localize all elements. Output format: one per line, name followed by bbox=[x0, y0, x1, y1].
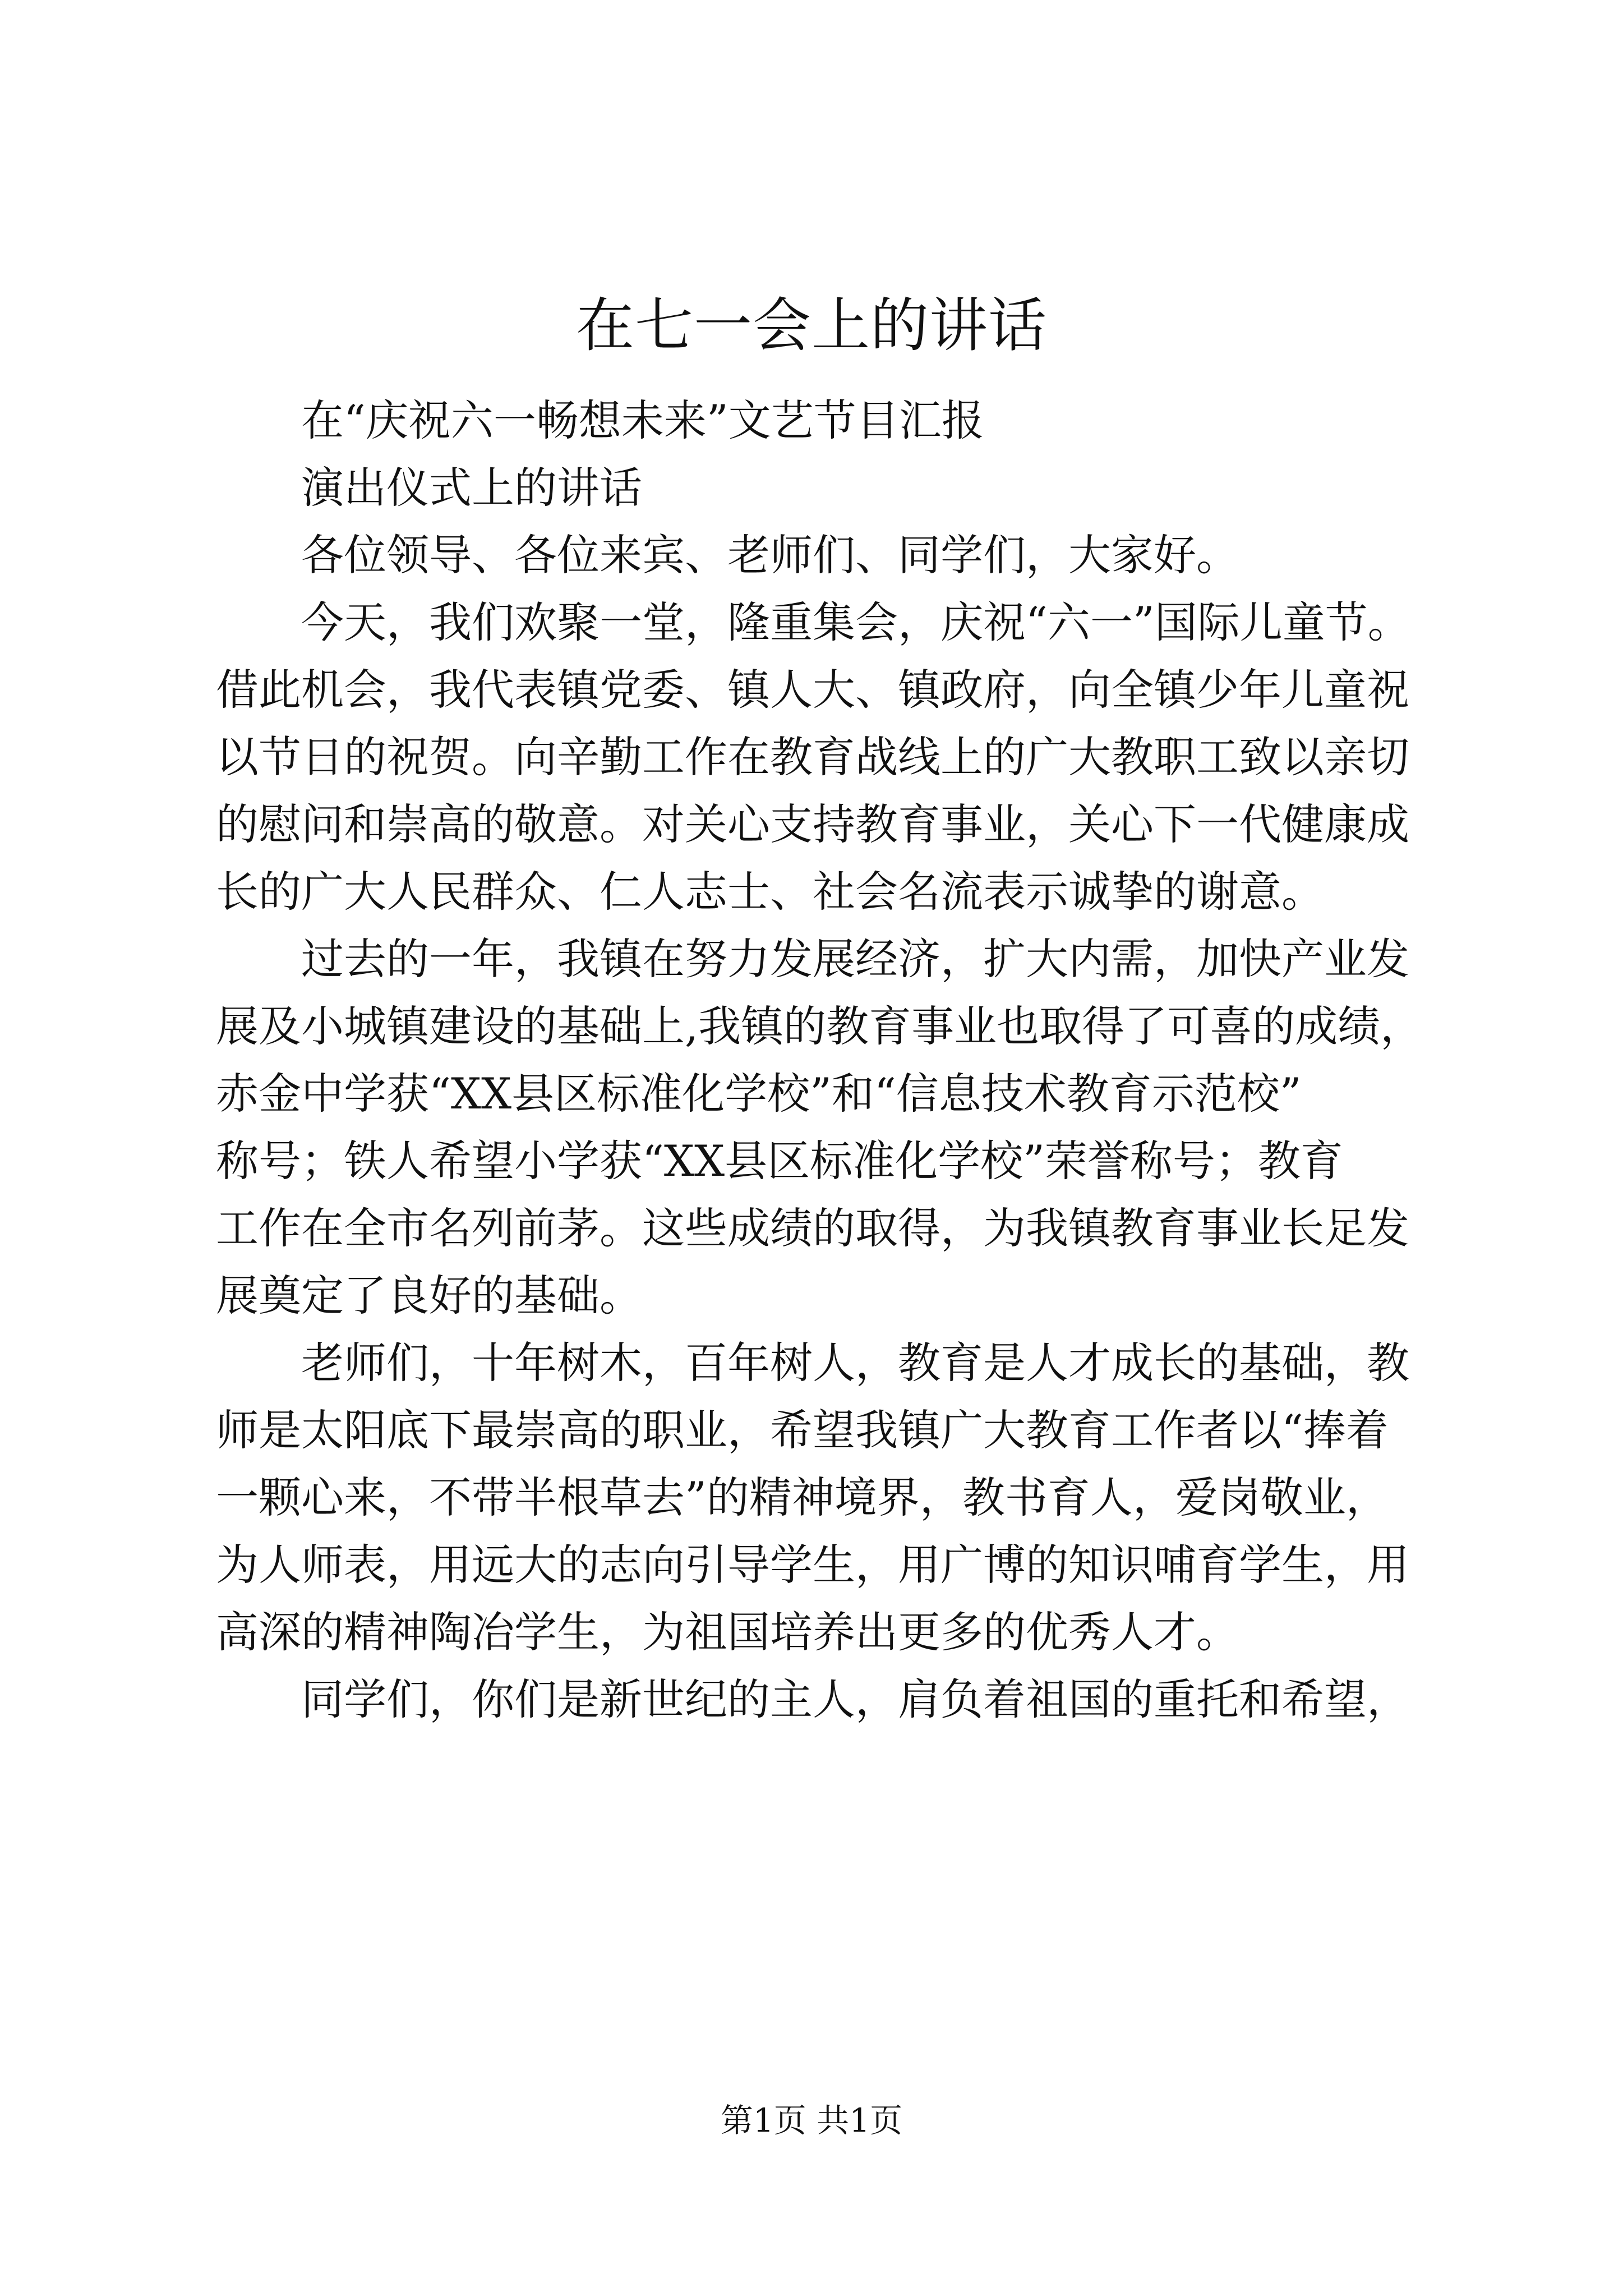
body-line-15: 老师们，十年树木，百年树人，教育是人才成长的基础，教 bbox=[301, 1338, 1409, 1388]
body-line-8: 长的广大人民群众、仁人志士、社会名流表示诚挚的谢意。 bbox=[216, 867, 1324, 917]
body-line-2: 演出仪式上的讲话 bbox=[301, 463, 642, 513]
body-line-20: 同学们，你们是新世纪的主人，肩负着祖国的重托和希望， bbox=[301, 1674, 1409, 1724]
document-title: 在七一会上的讲话 bbox=[575, 291, 1047, 360]
body-line-11: 赤金中学获“XX县区标准化学校”和“信息技术教育示范校” bbox=[216, 1069, 1302, 1119]
body-line-6: 以节日的祝贺。向辛勤工作在教育战线上的广大教职工致以亲切 bbox=[216, 732, 1409, 782]
body-line-1: 在“庆祝六一畅想未来”文艺节目汇报 bbox=[301, 395, 984, 445]
body-line-13: 工作在全市名列前茅。这些成绩的取得，为我镇教育事业长足发 bbox=[216, 1203, 1409, 1253]
body-line-18: 为人师表，用远大的志向引导学生，用广博的知识哺育学生，用 bbox=[216, 1540, 1409, 1590]
body-line-14: 展奠定了良好的基础。 bbox=[216, 1271, 642, 1320]
body-line-12: 称号；铁人希望小学获“XX县区标准化学校”荣誉称号；教育 bbox=[216, 1136, 1343, 1186]
body-line-5: 借此机会，我代表镇党委、镇人大、镇政府，向全镇少年儿童祝 bbox=[216, 665, 1409, 715]
page-number-footer: 第1页 共1页 bbox=[720, 2101, 903, 2139]
body-line-16: 师是太阳底下最崇高的职业，希望我镇广大教育工作者以“捧着 bbox=[216, 1405, 1389, 1455]
body-line-7: 的慰问和崇高的敬意。对关心支持教育事业，关心下一代健康成 bbox=[216, 799, 1409, 849]
body-line-9: 过去的一年，我镇在努力发展经济，扩大内需，加快产业发 bbox=[301, 934, 1409, 984]
document-body bbox=[216, 387, 1423, 1733]
body-line-4: 今天，我们欢聚一堂，隆重集会，庆祝“六一”国际儿童节。 bbox=[301, 597, 1410, 647]
body-line-3: 各位领导、各位来宾、老师们、同学们，大家好。 bbox=[301, 530, 1239, 580]
body-line-10: 展及小城镇建设的基础上,我镇的教育事业也取得了可喜的成绩， bbox=[216, 1001, 1423, 1051]
body-line-19: 高深的精神陶冶学生，为祖国培养出更多的优秀人才。 bbox=[216, 1607, 1239, 1657]
body-line-17: 一颗心来，不带半根草去”的精神境界，教书育人，爱岗敬业， bbox=[216, 1473, 1389, 1522]
